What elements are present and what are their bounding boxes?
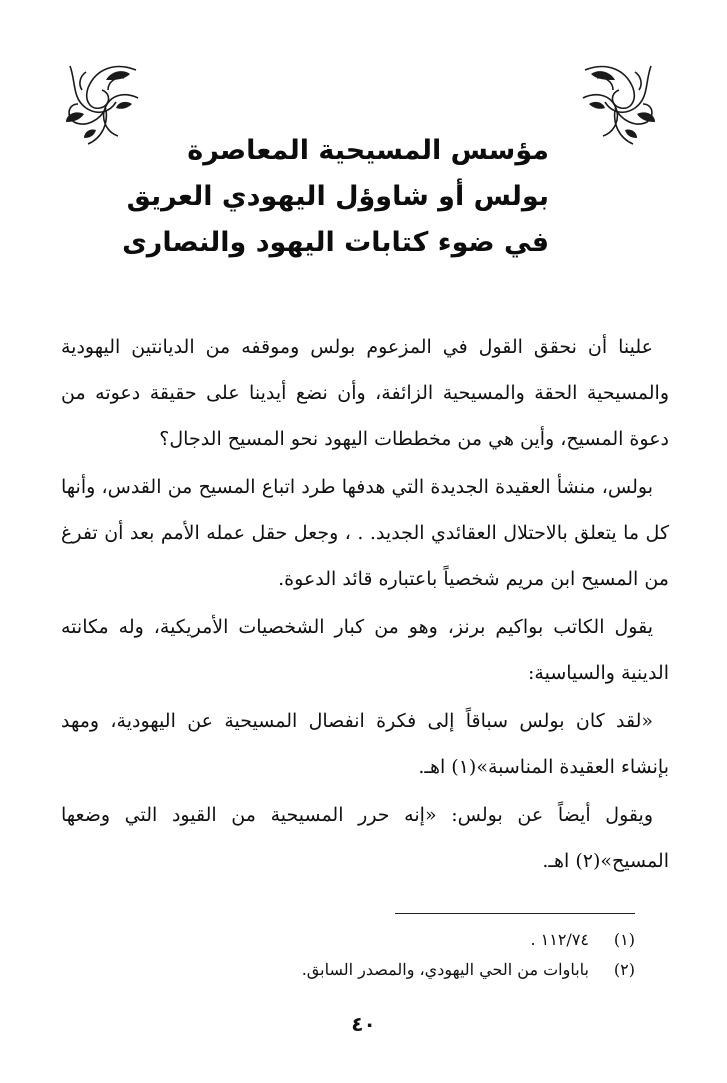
footnote-text: باباوات من الحي اليهودي، والمصدر السابق. <box>301 960 589 979</box>
body-text <box>61 324 669 886</box>
title-line-1: مؤسس المسيحية المعاصرة <box>187 135 549 166</box>
footnote-1 <box>75 925 635 955</box>
footnote-separator <box>395 913 635 914</box>
paragraph-3: يقول الكاتب بواكيم برنز، وهو من كبار الشخصيات الأمريكية، وله مكانته الدينية والسياسية: <box>61 616 669 684</box>
footnote-number: (٢) <box>613 960 635 979</box>
quote-paragraph-1: «لقد كان بولس سباقاً إلى فكرة انفصال المسيحية عن اليهودية، ومهد بإنشاء العقيدة المناسبة»(١) اهـ. <box>61 710 669 778</box>
footnote-text: ١١٢/٧٤ . <box>530 930 589 949</box>
title-line-2: بولس أو شاوؤل اليهودي العريق <box>126 181 549 212</box>
chapter-title <box>122 128 549 266</box>
paragraph-1: علينا أن نحقق القول في المزعوم بولس وموقفه من الديانتين اليهودية والمسيحية الحقة والمسيحية الزائفة، وأن نضع أيدينا على حقيقة دعوته من دعوة المسيح، وأين هي من مخططات اليهود نحو المسيح الدجال؟ <box>61 336 669 450</box>
floral-ornament-left-icon <box>60 58 146 150</box>
footnote-2 <box>75 955 635 985</box>
footnote-number: (١) <box>613 930 635 949</box>
footnotes <box>75 925 635 985</box>
floral-ornament-right-icon <box>575 58 661 150</box>
paragraph-2: بولس، منشأ العقيدة الجديدة التي هدفها طرد اتباع المسيح من القدس، وأنها كل ما يتعلق بالاحتلال العقائدي الجديد. . ، وجعل حقل عمله الأمم بعد أن تفرغ من المسيح ابن مريم شخصياً باعتباره قائد الدعوة. <box>61 476 669 590</box>
title-line-3: في ضوء كتابات اليهود والنصارى <box>122 227 549 258</box>
quote-paragraph-2: ويقول أيضاً عن بولس: «إنه حرر المسيحية من القيود التي وضعها المسيح»(٢) اهـ. <box>61 804 669 872</box>
page-number: ٤٠ <box>351 1012 376 1036</box>
